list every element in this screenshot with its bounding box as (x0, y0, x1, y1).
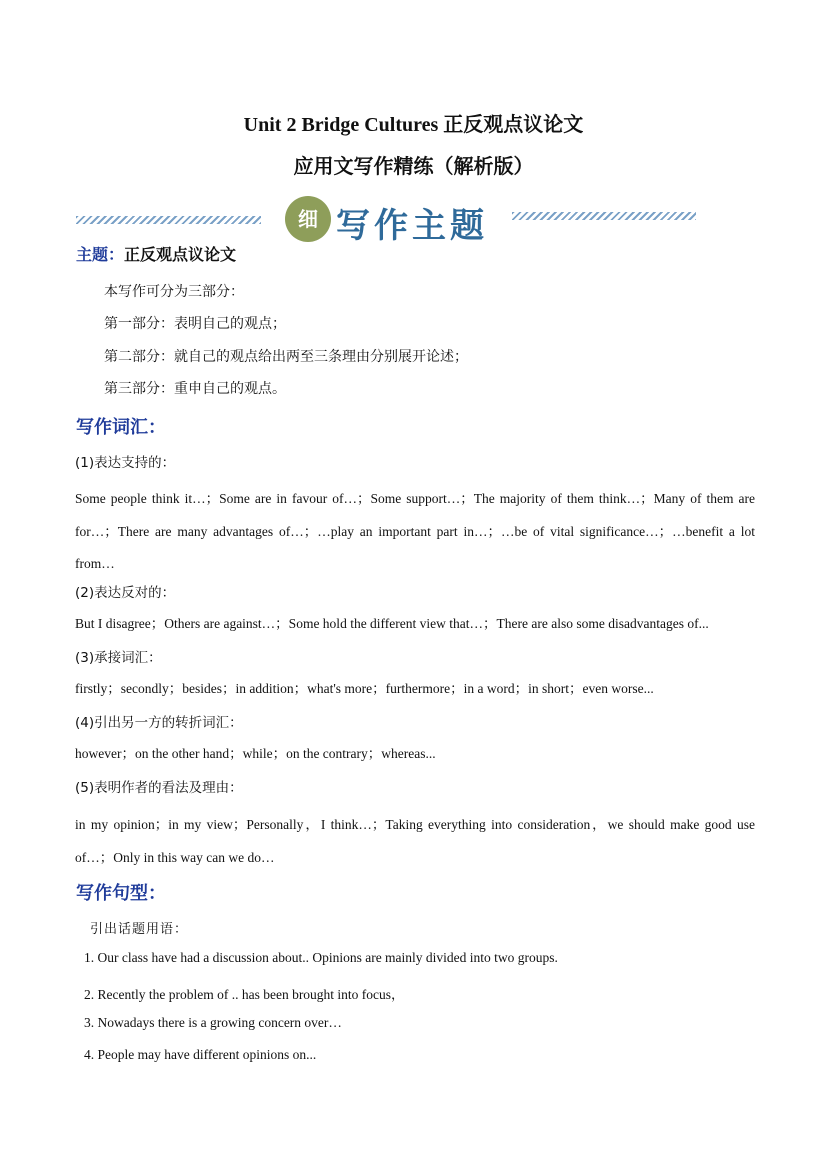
vocab-group-label: (4)引出另一方的转折词汇： (75, 715, 243, 731)
vocab-group-text: Some people think it…；Some are in favour of…；Some support…；The majority of them think…；Many of them are for…；There are many advantages of…；…play an important part in…；…be of vital significance…；…benefit a lot from… (75, 491, 755, 571)
list-item: 4. People may have different opinions on... (84, 1047, 317, 1062)
banner-badge-icon: 细 (285, 196, 331, 242)
theme-label: 主题： (76, 245, 125, 264)
banner-stripe-left (76, 216, 261, 224)
vocab-group-label: (5)表明作者的看法及理由： (75, 780, 243, 796)
page-subtitle: 应用文写作精练（解析版） (293, 156, 534, 178)
page-title: Unit 2 Bridge Cultures 正反观点议论文 (243, 114, 584, 136)
sentences-intro: 引出话题用语： (90, 922, 189, 937)
intro-paragraph: 第二部分：就自己的观点给出两至三条理由分别展开论述； (104, 349, 468, 365)
vocab-heading: 写作词汇： (76, 417, 166, 438)
vocab-group-label: (3)承接词汇： (75, 650, 162, 666)
vocab-group-label: (1)表达支持的： (75, 455, 176, 471)
list-item: 2. Recently the problem of .. has been brought into focus， (84, 987, 405, 1002)
list-item: 1. Our class have had a discussion about.. Opinions are mainly divided into two groups. (84, 950, 558, 965)
list-item: 3. Nowadays there is a growing concern over… (84, 1015, 342, 1030)
intro-paragraph: 第一部分：表明自己的观点； (104, 316, 286, 332)
banner-text: 写作主题 (336, 206, 488, 246)
banner-stripe-right (512, 212, 696, 220)
vocab-group-text: however；on the other hand；while；on the contrary；whereas... (75, 746, 436, 761)
vocab-group-text: But I disagree；Others are against…；Some hold the different view that…；There are also some disadvantages of... (75, 616, 709, 631)
sentences-heading: 写作句型： (76, 883, 166, 904)
intro-paragraph: 第三部分：重申自己的观点。 (104, 381, 286, 397)
vocab-group-text: in my opinion；in my view；Personally，I think…；Taking everything into consideration，we should make good use of…；Only in this way can we do… (75, 817, 755, 865)
vocab-group-label: (2)表达反对的： (75, 585, 176, 601)
theme-value: 正反观点议论文 (124, 245, 237, 264)
vocab-group-text: firstly；secondly；besides；in addition；what's more；furthermore；in a word；in short；even worse... (75, 681, 654, 696)
writing-theme-banner (76, 190, 696, 246)
intro-paragraph: 本写作可分为三部分： (104, 284, 244, 300)
theme-line (76, 242, 236, 265)
